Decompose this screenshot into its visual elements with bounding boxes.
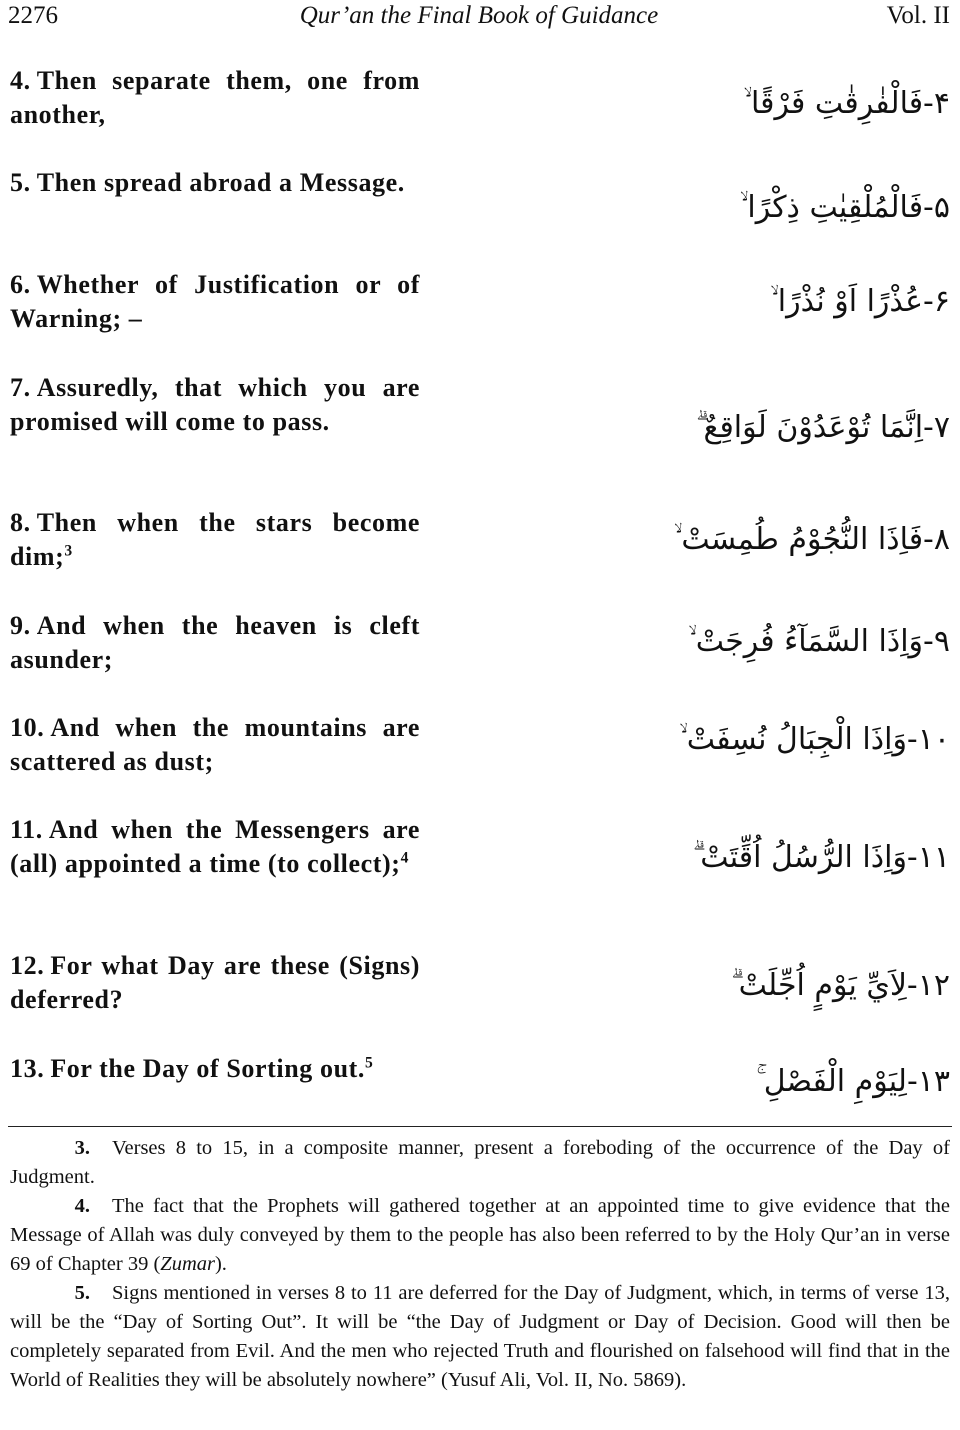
verse-7-arabic: ۷-اِنَّمَا تُوْعَدُوْنَ لَوَاقِعٌ ۗ — [696, 410, 950, 445]
verse-9-arabic: ۹-وَاِذَا السَّمَآءُ فُرِجَتْ ۙ — [688, 624, 950, 659]
verse-number: 10. — [10, 713, 45, 742]
book-title: Qur’an the Final Book of Guidance — [299, 2, 659, 29]
verse-text: Assuredly, that which you are promised will come to pass. — [10, 373, 420, 436]
running-header — [8, 2, 950, 34]
verse-number: 13. — [10, 1054, 45, 1083]
verse-5-arabic: ۵-فَالْمُلْقِيٰتِ ذِكْرًا ۙ — [739, 190, 950, 225]
verse-number: 4. — [10, 66, 31, 95]
verse-9-translation — [10, 609, 420, 677]
verse-number: 7. — [10, 373, 31, 402]
verse-13-translation — [10, 1052, 420, 1086]
verse-text: Then when the stars become dim; — [10, 508, 420, 571]
footnote-number: 5. — [74, 1282, 90, 1304]
footnote-number: 4. — [74, 1195, 90, 1217]
page-number: 2276 — [8, 2, 58, 29]
footnote-ref: 3 — [64, 542, 73, 560]
verse-number: 5. — [10, 168, 31, 197]
footnote-italic: Zumar — [160, 1253, 215, 1275]
verse-10-arabic: ۱۰-وَاِذَا الْجِبَالُ نُسِفَتْ ۙ — [679, 722, 950, 757]
verse-text: Then spread abroad a Message. — [36, 168, 405, 197]
verse-number: 11. — [10, 815, 43, 844]
verse-10-translation — [10, 711, 420, 779]
verse-11-translation — [10, 813, 420, 881]
verse-11-arabic: ۱۱-وَاِذَا الرُّسُلُ اُقِّتَتْ ۗ — [692, 840, 950, 875]
verse-4-translation — [10, 64, 420, 132]
verse-6-arabic: ۶-عُذْرًا اَوْ نُذْرًا ۙ — [770, 284, 950, 319]
verse-8-translation — [10, 506, 420, 574]
volume-label: Vol. II — [886, 2, 950, 29]
verse-text: Then separate them, one from another, — [10, 66, 420, 129]
verse-13-arabic: ۱۳-لِيَوْمِ الْفَصْلِ ۚ — [756, 1064, 950, 1099]
verse-text: And when the heaven is cleft asunder; — [10, 611, 420, 674]
verse-4-arabic: ۴-فَالْفٰرِقٰتِ فَرْقًا ۙ — [743, 86, 950, 121]
verse-text: Whether of Justification or of Warning; – — [10, 270, 420, 333]
verse-7-translation — [10, 371, 420, 439]
verse-number: 8. — [10, 508, 31, 537]
verse-text: And when the mountains are scattered as dust; — [10, 713, 420, 776]
verse-12-arabic: ۱۲-لِاَيِّ يَوْمٍ اُجِّلَتْ ۗ — [731, 968, 950, 1003]
verse-number: 6. — [10, 270, 31, 299]
verse-12-translation — [10, 949, 420, 1017]
footnote-5 — [10, 1279, 950, 1395]
footnote-divider — [8, 1126, 952, 1127]
footnote-4 — [10, 1192, 950, 1279]
footnote-ref: 5 — [365, 1054, 374, 1072]
verse-text: And when the Messengers are (all) appointed a time (to collect); — [10, 815, 420, 878]
footnote-text: Signs mentioned in verses 8 to 11 are deferred for the Day of Judgment, which, in terms of verse 13, will be the “Day of Sorting Out”. It will be “the Day of Judgment or Day of Decision. Good will then be completely separated from Evil. And the men who rejected Truth and flourished on falsehood will find that in the World of Realities they will be absolutely nowhere” (Yusuf Ali, Vol. II, No. 5869). — [10, 1282, 950, 1391]
footnote-text: The fact that the Prophets will gathered together at an appointed time to give evidence that the Message of Allah was duly conveyed by them to the people has also been referred to by the Holy Qur’an in verse 69 of Chapter 39 ( — [10, 1195, 950, 1275]
verse-text: For what Day are these (Signs) deferred? — [10, 951, 420, 1014]
footnote-3 — [10, 1134, 950, 1192]
footnote-ref: 4 — [400, 849, 409, 867]
footnote-text: Verses 8 to 15, in a composite manner, present a foreboding of the occurrence of the Day of Judgment. — [10, 1137, 950, 1188]
verse-6-translation — [10, 268, 420, 336]
verse-8-arabic: ۸-فَاِذَا النُّجُوْمُ طُمِسَتْ ۙ — [673, 522, 950, 557]
verse-text: For the Day of Sorting out. — [50, 1054, 366, 1083]
verse-5-translation — [10, 166, 420, 200]
footnote-number: 3. — [74, 1137, 90, 1159]
verse-number: 12. — [10, 951, 45, 980]
verse-number: 9. — [10, 611, 31, 640]
footnote-text-end: ). — [214, 1253, 227, 1275]
